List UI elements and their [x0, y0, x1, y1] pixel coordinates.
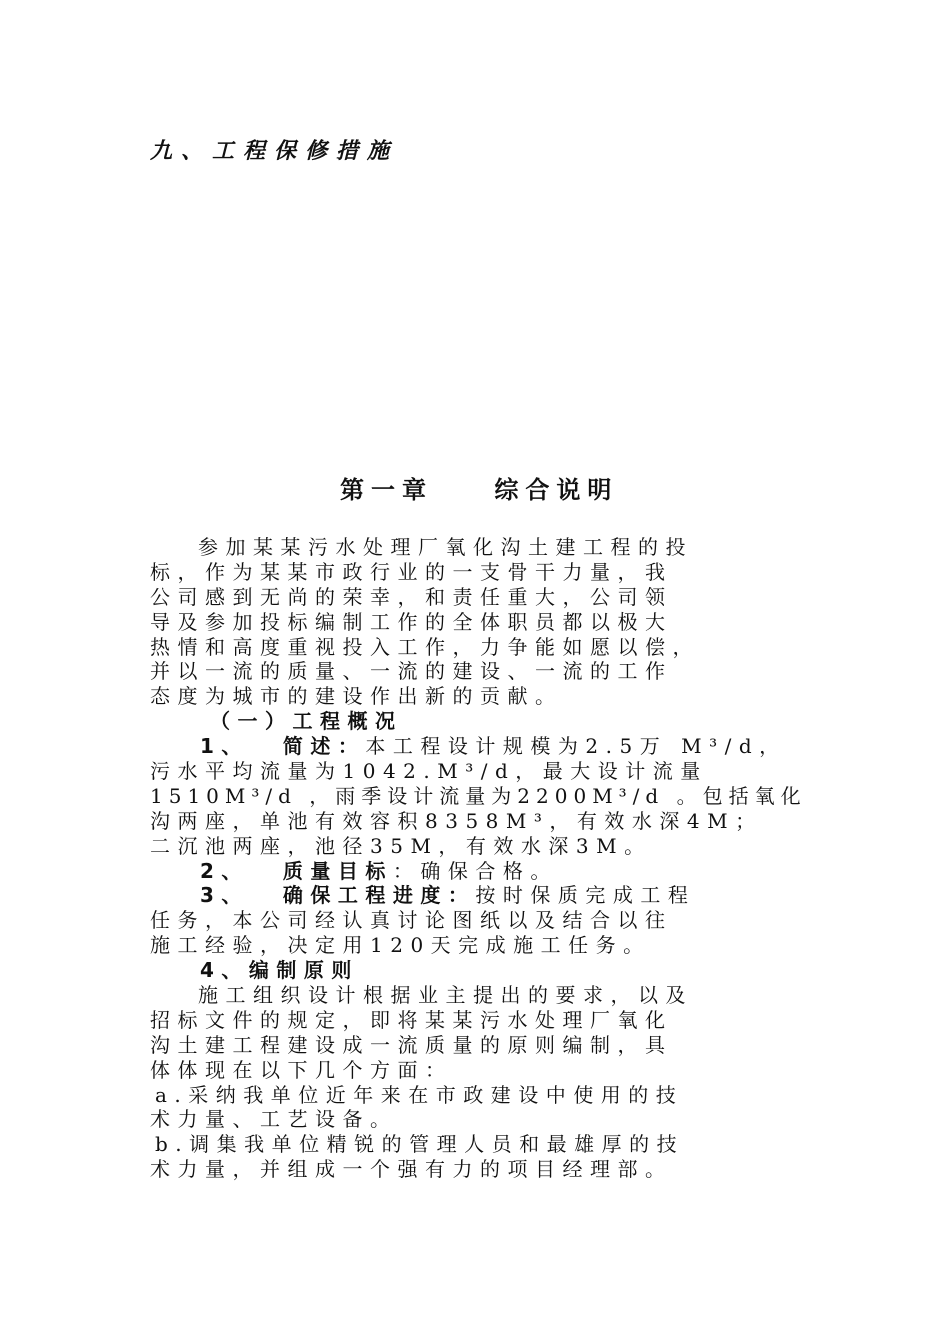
section-heading: 九、工程保修措施 [150, 139, 399, 164]
item2-number: 2、 [200, 858, 249, 883]
item2-line [150, 859, 810, 884]
item1-line: 二沉池两座，池径35M，有效水深3M。 [150, 833, 652, 858]
chapter-name: 综合说明 [494, 476, 619, 504]
document-body [150, 535, 810, 1182]
item4-line: 招标文件的规定，即将某某污水处理厂氧化 [150, 1007, 673, 1032]
item4-b-line: b.调集我单位精锐的管理人员和最雄厚的技 [155, 1132, 685, 1157]
item3-line: 任务，本公司经认真讨论图纸以及结合以往 [150, 908, 673, 933]
item3-line [150, 883, 810, 908]
intro-line: 态度为城市的建设作出新的贡献。 [150, 684, 563, 709]
intro-line: 标，作为某某市政行业的一支骨干力量，我 [150, 559, 673, 584]
item2-label: 质量目标 [282, 858, 393, 883]
item3-label: 确保工程进度： [282, 883, 476, 908]
item1-line: 沟两座，单池有效容积8358M³，有效水深4M； [150, 808, 763, 833]
item4-b-line: 术力量，并组成一个强有力的项目经理部。 [150, 1157, 673, 1182]
item1-text: 本工程设计规模为2.5万 M³/d， [365, 734, 787, 759]
item3-text: 按时保质完成工程 [475, 883, 696, 908]
intro-line: 公司感到无尚的荣幸，和责任重大，公司领 [150, 584, 673, 609]
item1-number: 1、 [200, 734, 249, 759]
item4-heading: 4、编制原则 [200, 958, 359, 983]
intro-line: 导及参加投标编制工作的全体职员都以极大 [150, 609, 673, 634]
item4-line: 施工组织设计根据业主提出的要求，以及 [198, 983, 693, 1008]
chapter-number: 第一章 [340, 476, 433, 504]
item3-number: 3、 [200, 883, 249, 908]
intro-line: 参加某某污水处理厂氧化沟土建工程的投 [198, 535, 693, 559]
item4-a-line: a.采纳我单位近年来在市政建设中使用的技 [155, 1082, 684, 1107]
intro-line: 热情和高度重视投入工作，力争能如愿以偿， [150, 634, 700, 659]
item4-line: 沟土建工程建设成一流质量的原则编制，具 [150, 1032, 673, 1057]
item1-line: 1510M³/d ，雨季设计流量为2200M³/d 。包括氧化 [150, 783, 807, 808]
item1-line [150, 734, 810, 759]
item1-label: 简述： [282, 734, 366, 759]
overview-heading: （一）工程概况 [210, 709, 403, 734]
chapter-title [340, 470, 618, 505]
item4-line: 体体现在以下几个方面： [150, 1057, 453, 1082]
item1-line: 污水平均流量为1042.M³/d，最大设计流量 [150, 759, 708, 784]
intro-line: 并以一流的质量、一流的建设、一流的工作 [150, 659, 673, 684]
item3-line: 施工经验，决定用120天完成施工任务。 [150, 933, 651, 958]
item2-text: ：确保合格。 [392, 858, 558, 883]
item4-a-line: 术力量、工艺设备。 [150, 1107, 398, 1132]
